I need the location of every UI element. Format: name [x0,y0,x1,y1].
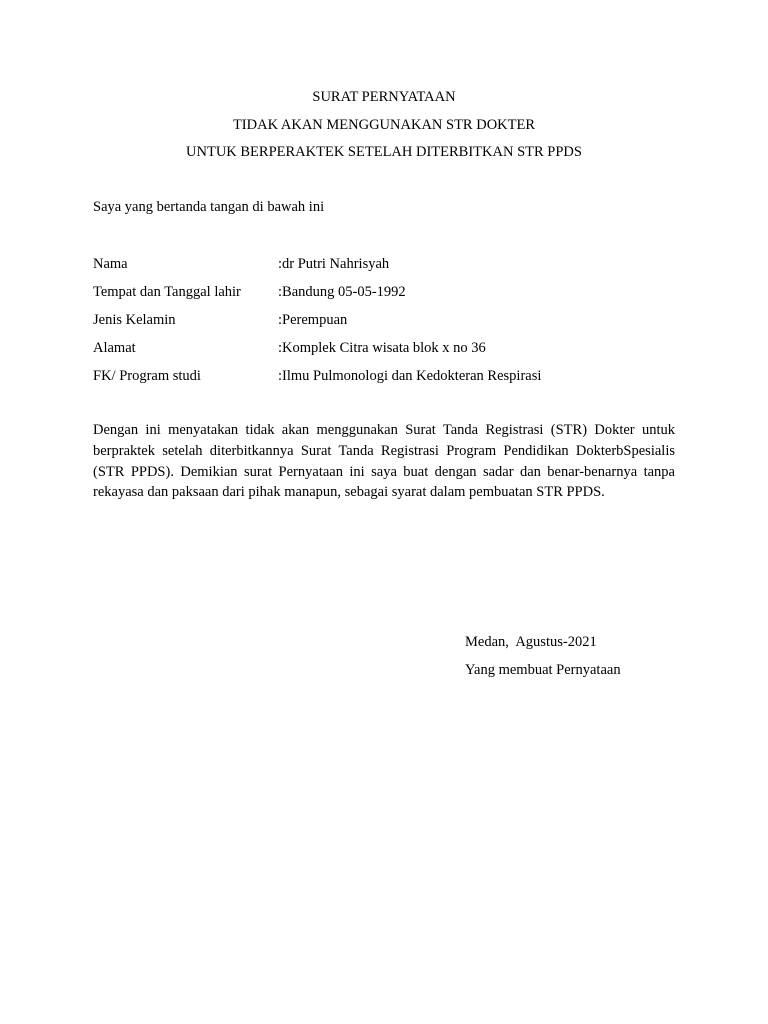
field-row-address [93,339,541,367]
field-row-birth [93,283,541,311]
title-line-3: UNTUK BERPERAKTEK SETELAH DITERBITKAN STR PPDS [186,144,582,160]
title-line-2: TIDAK AKAN MENGGUNAKAN STR DOKTER [232,116,536,133]
field-label: Nama [93,256,128,272]
field-value: :dr Putri Nahrisyah [278,256,390,272]
statement-paragraph: Dengan ini menyatakan tidak akan menggunakan Surat Tanda Registrasi (STR) Dokter untuk berpraktek setelah diterbitkannya Surat Tanda Registrasi Program Pendidikan DokterbSpesialis (STR PPDS). Demikian surat Pernyataan ini saya buat dengan sadar dan benar-benarnya tanpa rekayasa dan paksaan dari pihak manapun, sebagai syarat dalam pembuatan STR PPDS. [93,422,675,501]
signature-block [465,633,621,689]
place-date: Medan, Agustus-2021 [465,634,597,650]
title-line-1: SURAT PERNYATAAN [312,89,456,105]
field-label: FK/ Program studi [93,368,201,384]
signer-label: Yang membuat Pernyataan [465,662,621,678]
field-row-gender [93,311,541,339]
field-value: :Perempuan [278,312,348,328]
document-title [0,88,768,171]
field-value: :Ilmu Pulmonologi dan Kedokteran Respirasi [278,368,542,384]
field-value: :Komplek Citra wisata blok x no 36 [278,340,486,356]
field-label: Jenis Kelamin [93,312,176,328]
field-label: Alamat [93,340,136,356]
field-label: Tempat dan Tanggal lahir [93,284,241,300]
field-value: :Bandung 05-05-1992 [278,284,406,300]
field-row-program [93,367,541,395]
identity-fields [93,255,541,395]
intro-text: Saya yang bertanda tangan di bawah ini [93,199,325,215]
field-row-nama [93,255,541,283]
